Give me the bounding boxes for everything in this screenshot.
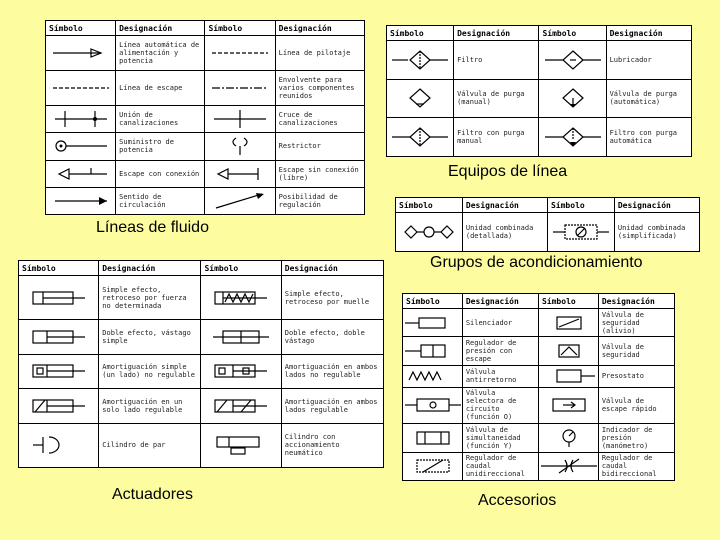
panel-equipos [386,25,692,157]
designation-cell: Línea automática de alimentación y potencia [116,36,205,71]
lubricator-icon [543,50,603,70]
table-row [19,389,384,423]
designation-cell: Escape sin conexión (libre) [275,160,364,187]
designation-cell: Lubricador [606,41,691,80]
table-row [19,276,384,320]
designation-cell: Cilindro con accionamiento neumático [281,423,383,467]
cyl-cushion-adj-both-icon [211,396,271,416]
designation-cell: Silenciador [462,309,538,337]
cross-icon [210,109,270,129]
selector-icon [403,395,462,415]
symbol-cell [387,41,454,80]
designation-cell: Válvula antirretorno [462,365,538,387]
header-simbolo: Símbolo [547,198,614,213]
drain-icon [390,88,450,108]
symbol-cell [19,423,99,467]
designation-cell: Válvula de seguridad (alivio) [598,309,674,337]
symbol-cell [403,365,463,387]
table-header [19,261,384,276]
designation-cell: Amortiguación en ambos lados no regulable [281,354,383,388]
dash-line-icon [51,78,111,98]
designation-cell: Suministro de potencia [116,133,205,160]
designation-cell: Presostato [598,365,674,387]
designation-cell: Válvula de escape rápido [598,387,674,424]
symbol-cell [205,71,275,106]
table-grupos [395,197,700,252]
table-row [387,41,692,80]
pressostat-icon [539,366,598,386]
frl-unit-icon [399,222,459,242]
designation-cell: Unión de canalizaciones [116,106,205,133]
table-row [19,423,384,467]
table-row [387,118,692,157]
exhaust-icon [51,164,111,184]
cyl-double-icon [29,327,89,347]
designation-cell: Cruce de canalizaciones [275,106,364,133]
table-row [46,106,365,133]
table-row [403,452,675,480]
dash-line-icon [210,43,270,63]
designation-cell: Restrictor [275,133,364,160]
panel-grupos [395,197,700,252]
header-simbolo: Símbolo [539,26,606,41]
symbol-cell [205,36,275,71]
gauge-icon [539,428,598,448]
symbol-cell [201,276,281,320]
table-row [46,187,365,214]
header-simbolo: Símbolo [403,294,463,309]
table-row [46,36,365,71]
symbol-cell [19,354,99,388]
symbol-cell [538,309,598,337]
header-designacion: Designación [275,21,364,36]
arrow-line-icon [51,43,111,63]
header-designacion: Designación [462,198,547,213]
header-simbolo: Símbolo [46,21,116,36]
symbol-cell [205,187,275,214]
flow-arrow-icon [51,191,111,211]
designation-cell: Regulador de caudal bidireccional [598,452,674,480]
symbol-cell [538,424,598,452]
source-icon [51,136,111,156]
symbol-cell [539,79,606,118]
table-row [46,160,365,187]
designation-cell: Posibilidad de regulación [275,187,364,214]
table-row [403,387,675,424]
symbol-cell [403,337,463,365]
designation-cell: Regulador de presión con escape [462,337,538,365]
symbol-cell [46,160,116,187]
designation-cell: Doble efecto, doble vástago [281,320,383,354]
frl-simple-icon [551,222,611,242]
header-simbolo: Símbolo [396,198,463,213]
symbol-cell [403,387,463,424]
flow-reg-icon [403,456,462,476]
table-accesorios [402,293,675,481]
caption-lineas: Líneas de fluido [96,219,209,236]
header-designacion: Designación [116,21,205,36]
designation-cell: Válvula de simultaneidad (función Y) [462,424,538,452]
designation-cell: Simple efecto, retroceso por muelle [281,276,383,320]
symbol-cell [403,424,463,452]
table-row [403,337,675,365]
cyl-single-icon [29,288,89,308]
symbol-cell [205,160,275,187]
designation-cell: Sentido de circulación [116,187,205,214]
caption-actuadores: Actuadores [112,486,193,503]
designation-cell: Válvula de purga (manual) [454,79,539,118]
table-actuadores [18,260,384,468]
designation-cell: Línea de pilotaje [275,36,364,71]
table-row [19,354,384,388]
symbol-cell [46,187,116,214]
symbol-cell [19,389,99,423]
designation-cell: Filtro con purga automática [606,118,691,157]
table-row [403,424,675,452]
table-equipos [386,25,692,157]
quick-icon [539,395,598,415]
cyl-cushion-adj-icon [29,396,89,416]
caption-grupos: Grupos de acondicionamiento [430,254,643,271]
drain-auto-icon [543,88,603,108]
flow-reg-bi-icon [539,456,598,476]
symbol-cell [46,133,116,160]
header-simbolo: Símbolo [387,26,454,41]
header-designacion: Designación [614,198,699,213]
panel-accesorios [402,293,675,481]
symbol-cell [201,423,281,467]
symbol-cell [19,320,99,354]
symbol-cell [46,71,116,106]
designation-cell: Filtro con purga manual [454,118,539,157]
block-icon [403,428,462,448]
junction-icon [51,109,111,129]
header-simbolo: Símbolo [538,294,598,309]
symbol-cell [538,365,598,387]
symbol-cell [539,118,606,157]
symbol-cell [539,41,606,80]
header-designacion: Designación [99,261,201,276]
header-designacion: Designación [454,26,539,41]
box-icon [403,313,462,333]
symbol-cell [387,118,454,157]
designation-cell: Válvula selectora de circuito (función O) [462,387,538,424]
designation-cell: Línea de escape [116,71,205,106]
symbol-cell [205,133,275,160]
symbol-cell [538,387,598,424]
symbol-cell [46,106,116,133]
designation-cell: Escape con conexión [116,160,205,187]
adjust-arrow-icon [210,191,270,211]
header-designacion: Designación [281,261,383,276]
symbol-cell [396,213,463,252]
table-row [387,79,692,118]
caption-equipos: Equipos de línea [448,163,568,180]
cyl-cushion-icon [29,361,89,381]
designation-cell: Regulador de caudal unidireccional [462,452,538,480]
symbol-cell [19,276,99,320]
designation-cell: Amortiguación en un solo lado regulable [99,389,201,423]
dashdot-line-icon [210,78,270,98]
designation-cell: Amortiguación simple (un lado) no regulable [99,354,201,388]
panel-lineas-fluido [45,20,365,215]
designation-cell: Simple efecto, retroceso por fuerza no determinada [99,276,201,320]
designation-cell: Amortiguación en ambos lados regulable [281,389,383,423]
designation-cell: Unidad combinada (simplificada) [614,213,699,252]
designation-cell: Indicador de presión (manómetro) [598,424,674,452]
filter-drain-icon [390,127,450,147]
symbol-cell [387,79,454,118]
regulator-icon [403,341,462,361]
designation-cell: Unidad combinada (detallada) [462,213,547,252]
table-row [403,309,675,337]
table-header [403,294,675,309]
table-row [46,71,365,106]
header-simbolo: Símbolo [19,261,99,276]
symbol-cell [538,452,598,480]
designation-cell: Filtro [454,41,539,80]
designation-cell: Cilindro de par [99,423,201,467]
designation-cell: Envolvente para varios componentes reunidos [275,71,364,106]
designation-cell: Válvula de purga (automática) [606,79,691,118]
table-row [403,365,675,387]
filter-drain-auto-icon [543,127,603,147]
symbol-cell [403,452,463,480]
silencer-icon [210,164,270,184]
caption-accesorios: Accesorios [478,492,557,509]
restrictor-icon [210,136,270,156]
symbol-cell [205,106,275,133]
table-header [46,21,365,36]
header-designacion: Designación [462,294,538,309]
filter-icon [390,50,450,70]
symbol-cell [201,354,281,388]
header-designacion: Designación [606,26,691,41]
table-lineas [45,20,365,215]
symbol-cell [46,36,116,71]
valve-icon [539,313,598,333]
header-simbolo: Símbolo [201,261,281,276]
table-header [387,26,692,41]
symbol-cell [201,389,281,423]
spring-icon [403,366,462,386]
header-designacion: Designación [598,294,674,309]
symbol-cell [538,337,598,365]
cyl-cushion-both-icon [211,361,271,381]
table-row [19,320,384,354]
symbol-cell [547,213,614,252]
table-row [46,133,365,160]
symbol-cell [403,309,463,337]
cyl-spring-icon [211,288,271,308]
header-simbolo: Símbolo [205,21,275,36]
panel-actuadores [18,260,384,468]
table-header [396,198,700,213]
cyl-drive-icon [211,435,271,455]
safety-icon [539,341,598,361]
designation-cell: Válvula de seguridad [598,337,674,365]
cyl-double-rod-icon [211,327,271,347]
table-row [396,213,700,252]
designation-cell: Doble efecto, vástago simple [99,320,201,354]
rotary-icon [29,435,89,455]
symbol-cell [201,320,281,354]
